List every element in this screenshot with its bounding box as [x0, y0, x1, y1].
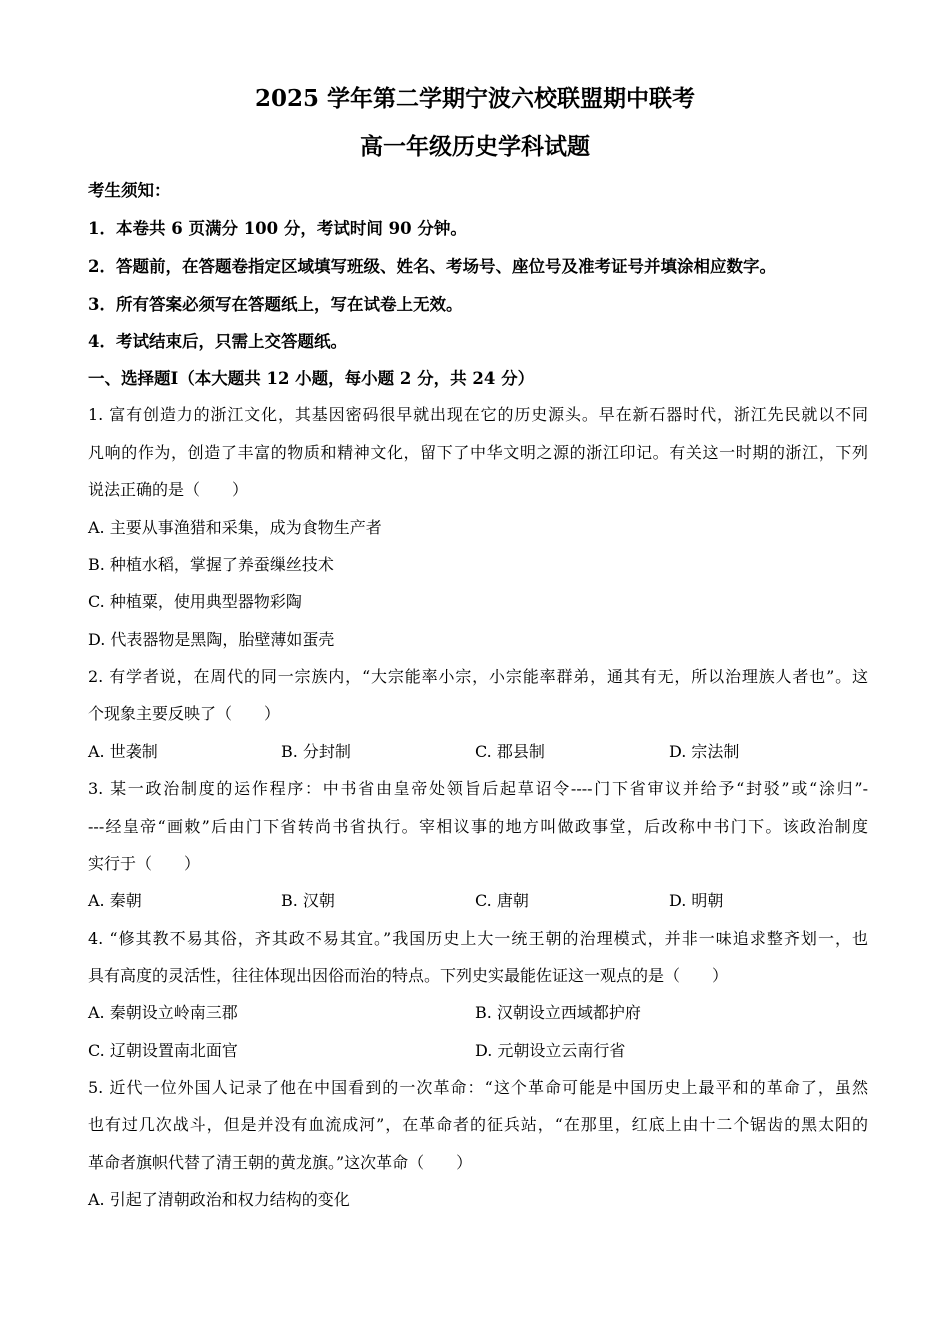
- question-3-text: ---经皇帝“画敕”后由门下省转尚书省执行。宰相议事的地方叫做政事堂，后改称中书门下。该政治制度: [88, 817, 868, 836]
- question-2-option-b: B. 分封制: [281, 742, 351, 761]
- question-2-text: 个现象主要反映了（ ）: [88, 704, 281, 723]
- notice-item: 3．所有答案必须写在答题纸上，写在试卷上无效。: [88, 295, 463, 314]
- notice-item: 1．本卷共 6 页满分 100 分，考试时间 90 分钟。: [88, 219, 467, 238]
- question-1-option-d: D. 代表器物是黑陶，胎壁薄如蛋壳: [88, 630, 335, 649]
- question-4-option-b: B. 汉朝设立西域都护府: [475, 1003, 641, 1022]
- question-4-option-c: C. 辽朝设置南北面官: [88, 1041, 238, 1060]
- question-4-option-d: D. 元朝设立云南行省: [475, 1041, 626, 1060]
- exam-title: 2025 学年第二学期宁波六校联盟期中联考: [254, 85, 696, 112]
- question-4-text: 具有高度的灵活性，往往体现出因俗而治的特点。下列史实最能佐证这一观点的是（ ）: [88, 966, 729, 985]
- notice-item: 4．考试结束后，只需上交答题纸。: [88, 332, 347, 351]
- question-3-option-a: A. 秦朝: [88, 891, 142, 910]
- question-5-text: 也有过几次战斗，但是并没有血流成河”，在革命者的征兵站，“在那里，红底上由十二个锯齿的黑太阳的: [88, 1115, 868, 1134]
- question-3-text: 实行于（ ）: [88, 854, 201, 873]
- notice-heading: 考生须知：: [88, 181, 171, 200]
- question-1-option-a: A. 主要从事渔猎和采集，成为食物生产者: [88, 518, 382, 537]
- question-5-option-a: A. 引起了清朝政治和权力结构的变化: [88, 1190, 350, 1209]
- question-4-option-a: A. 秦朝设立岭南三郡: [88, 1003, 238, 1022]
- exam-subtitle: 高一年级历史学科试题: [360, 133, 590, 160]
- question-1-text: 凡响的作为，创造了丰富的物质和精神文化，留下了中华文明之源的浙江印记。有关这一时期的浙江，下列: [88, 443, 868, 462]
- question-2-option-d: D. 宗法制: [669, 742, 740, 761]
- question-5-text: 5. 近代一位外国人记录了他在中国看到的一次革命：“这个革命可能是中国历史上最平和的革命了，虽然: [88, 1078, 868, 1097]
- question-4-text: 4. “修其教不易其俗，齐其政不易其宜。”我国历史上大一统王朝的治理模式，并非一味追求整齐划一，也: [88, 929, 868, 948]
- question-3-option-b: B. 汉朝: [281, 891, 335, 910]
- question-3-option-d: D. 明朝: [669, 891, 724, 910]
- section-heading: 一、选择题Ⅰ（本大题共 12 小题，每小题 2 分，共 24 分）: [88, 369, 535, 388]
- question-1-text: 说法正确的是（ ）: [88, 480, 249, 499]
- question-2-text: 2. 有学者说，在周代的同一宗族内，“大宗能率小宗，小宗能率群弟，通其有无，所以治理族人者也”。这: [88, 667, 868, 686]
- question-2-option-c: C. 郡县制: [475, 742, 545, 761]
- question-2-option-a: A. 世袭制: [88, 742, 158, 761]
- question-1-text: 1. 富有创造力的浙江文化，其基因密码很早就出现在它的历史源头。早在新石器时代，浙江先民就以不同: [88, 405, 868, 424]
- notice-item: 2．答题前，在答题卷指定区域填写班级、姓名、考场号、座位号及准考证号并填涂相应数字。: [88, 257, 776, 276]
- question-1-option-c: C. 种植粟，使用典型器物彩陶: [88, 592, 302, 611]
- question-3-option-c: C. 唐朝: [475, 891, 529, 910]
- question-3-text: 3. 某一政治制度的运作程序：中书省由皇帝处领旨后起草诏令----门下省审议并给予“封驳”或“涂归”-: [88, 779, 868, 798]
- question-1-option-b: B. 种植水稻，掌握了养蚕缫丝技术: [88, 555, 334, 574]
- question-5-text: 革命者旗帜代替了清王朝的黄龙旗。”这次革命（ ）: [88, 1153, 473, 1172]
